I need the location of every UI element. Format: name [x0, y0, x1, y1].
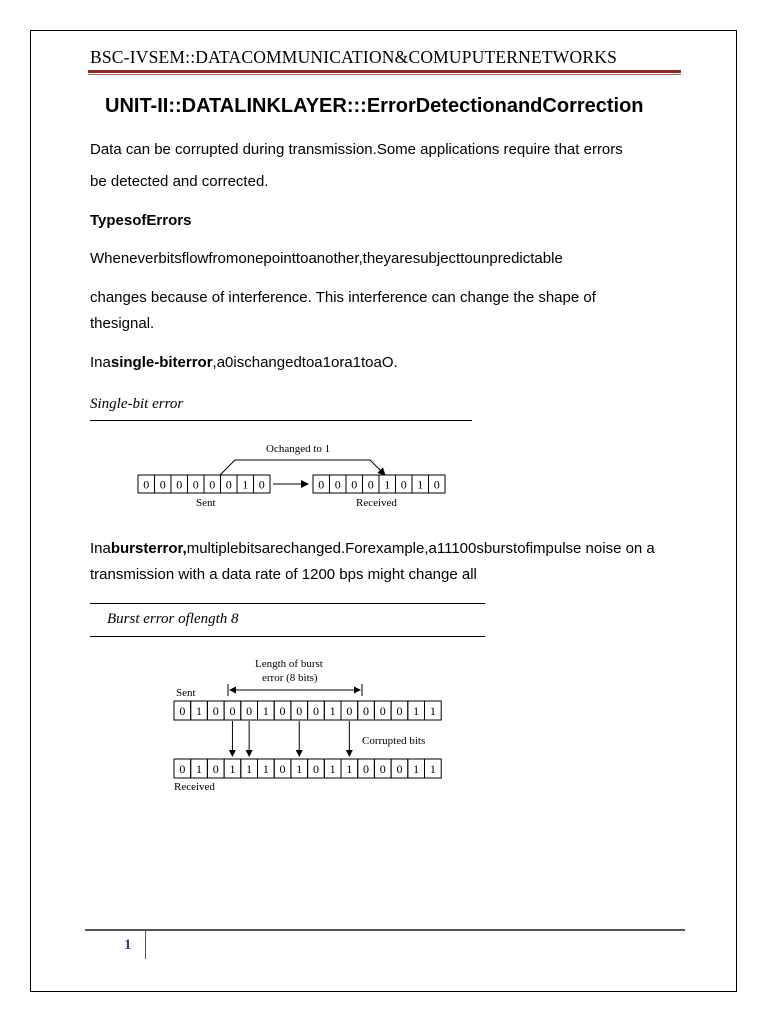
burst-length-label-2: error (8 bits) — [262, 672, 318, 684]
burst-sent-bit-value: 0 — [396, 703, 403, 718]
course-header: BSC-IVSEM::DATACOMMUNICATION&COMUPUTERNETWORKS — [90, 47, 617, 67]
sent-bit-value: 0 — [176, 477, 183, 492]
sent-bits-row — [138, 475, 270, 493]
burst-received-bit-value: 0 — [279, 761, 286, 776]
received-bit-value: 0 — [400, 477, 407, 492]
intro-line-1: Data can be corrupted during transmission.Some applications require that errors — [90, 141, 623, 158]
burst-received-bit-value: 0 — [179, 761, 186, 776]
figure1-received-label: Received — [356, 497, 397, 509]
types-para-line-2: changes because of interference. This interference can change the shape of — [90, 289, 596, 306]
burst-sent-bit-value: 0 — [312, 703, 319, 718]
received-bit-value: 1 — [417, 477, 424, 492]
change-arrow — [220, 460, 385, 475]
sent-bit-value: 0 — [159, 477, 166, 492]
types-heading: TypesofErrors — [90, 212, 192, 229]
burst-received-bit-value: 1 — [329, 761, 336, 776]
sent-bit-value: 0 — [225, 477, 232, 492]
burst-received-bit-value: 1 — [429, 761, 436, 776]
figure1-caption: Single-bit error — [90, 396, 184, 412]
burst-received-bit-value: 0 — [396, 761, 403, 776]
burst-error-diagram — [170, 652, 460, 802]
received-bit-value: 0 — [318, 477, 325, 492]
burst-sent-bit-value: 1 — [262, 703, 269, 718]
single-bit-definition: Inasingle-biterror,a0ischangedtoa1ora1toaO. — [90, 354, 398, 371]
burst-sent-bit-value: 0 — [279, 703, 286, 718]
single-bit-error-diagram — [130, 435, 460, 515]
sent-bit-value: 0 — [209, 477, 216, 492]
burst-sent-bit-value: 1 — [329, 703, 336, 718]
sent-bit-value: 0 — [143, 477, 150, 492]
burst-sent-bit-value: 0 — [246, 703, 253, 718]
types-para-line-3: thesignal. — [90, 315, 155, 332]
burst-definition: Inabursterror,multiplebitsarechanged.Forexample,a11100sburstofimpulse noise on a — [90, 540, 655, 557]
sent-bit-value: 0 — [192, 477, 199, 492]
page-number: 1 — [124, 937, 132, 953]
burst-sent-bit-value: 1 — [196, 703, 203, 718]
received-bits-row — [313, 475, 445, 493]
burst-received-bit-value: 1 — [346, 761, 353, 776]
burst-sent-bit-value: 0 — [229, 703, 236, 718]
received-bit-value: 0 — [334, 477, 341, 492]
burst-received-bit-value: 1 — [229, 761, 236, 776]
figure2-received-label: Received — [174, 781, 215, 793]
corrupted-bits-label: Corrupted bits — [362, 735, 426, 747]
figure2-sent-label: Sent — [176, 687, 196, 699]
burst-sent-bit-value: 0 — [296, 703, 303, 718]
burst-received-bit-value: 1 — [246, 761, 253, 776]
unit-title: UNIT-II::DATALINKLAYER:::ErrorDetectionandCorrection — [105, 95, 644, 117]
header-rule-thin — [88, 74, 681, 75]
sent-bit-value: 1 — [242, 477, 249, 492]
header-rule — [88, 70, 681, 73]
received-bit-value: 0 — [367, 477, 374, 492]
burst-received-bit-value: 0 — [379, 761, 386, 776]
burst-length-label-1: Length of burst — [255, 658, 323, 670]
burst-sent-bit-value: 0 — [379, 703, 386, 718]
figure1-sent-label: Sent — [196, 497, 216, 509]
burst-received-bit-value: 1 — [296, 761, 303, 776]
burst-received-bit-value: 0 — [312, 761, 319, 776]
figure2-top-rule — [90, 603, 485, 604]
burst-received-bits-row — [174, 759, 441, 778]
burst-received-bit-value: 1 — [262, 761, 269, 776]
burst-sent-bits-row — [174, 701, 441, 720]
figure1-annotation: Ochanged to 1 — [266, 443, 331, 455]
burst-received-bit-value: 0 — [363, 761, 370, 776]
burst-received-bit-value: 1 — [196, 761, 203, 776]
burst-sent-bit-value: 0 — [363, 703, 370, 718]
received-bit-value: 0 — [351, 477, 358, 492]
burst-sent-bit-value: 1 — [429, 703, 436, 718]
figure2-caption-rule — [90, 636, 485, 637]
footer-rule — [85, 929, 685, 931]
burst-sent-bit-value: 1 — [413, 703, 420, 718]
received-bit-value: 0 — [433, 477, 440, 492]
burst-received-bit-value: 1 — [413, 761, 420, 776]
sent-bit-value: 0 — [258, 477, 265, 492]
corrupted-bit-arrows — [232, 721, 349, 756]
figure1-caption-rule — [90, 420, 472, 421]
burst-sent-bit-value: 0 — [179, 703, 186, 718]
burst-definition-line-2: transmission with a data rate of 1200 bps might change all — [90, 566, 477, 583]
figure2-caption: Burst error oflength 8 — [107, 611, 239, 627]
burst-sent-bit-value: 0 — [346, 703, 353, 718]
intro-line-2: be detected and corrected. — [90, 173, 269, 190]
received-bit-value: 1 — [384, 477, 391, 492]
burst-received-bit-value: 0 — [212, 761, 219, 776]
footer-separator — [145, 931, 146, 959]
burst-sent-bit-value: 0 — [212, 703, 219, 718]
types-para-line-1: Wheneverbitsflowfromonepointtoanother,theyaresubjecttounpredictable — [90, 250, 563, 267]
